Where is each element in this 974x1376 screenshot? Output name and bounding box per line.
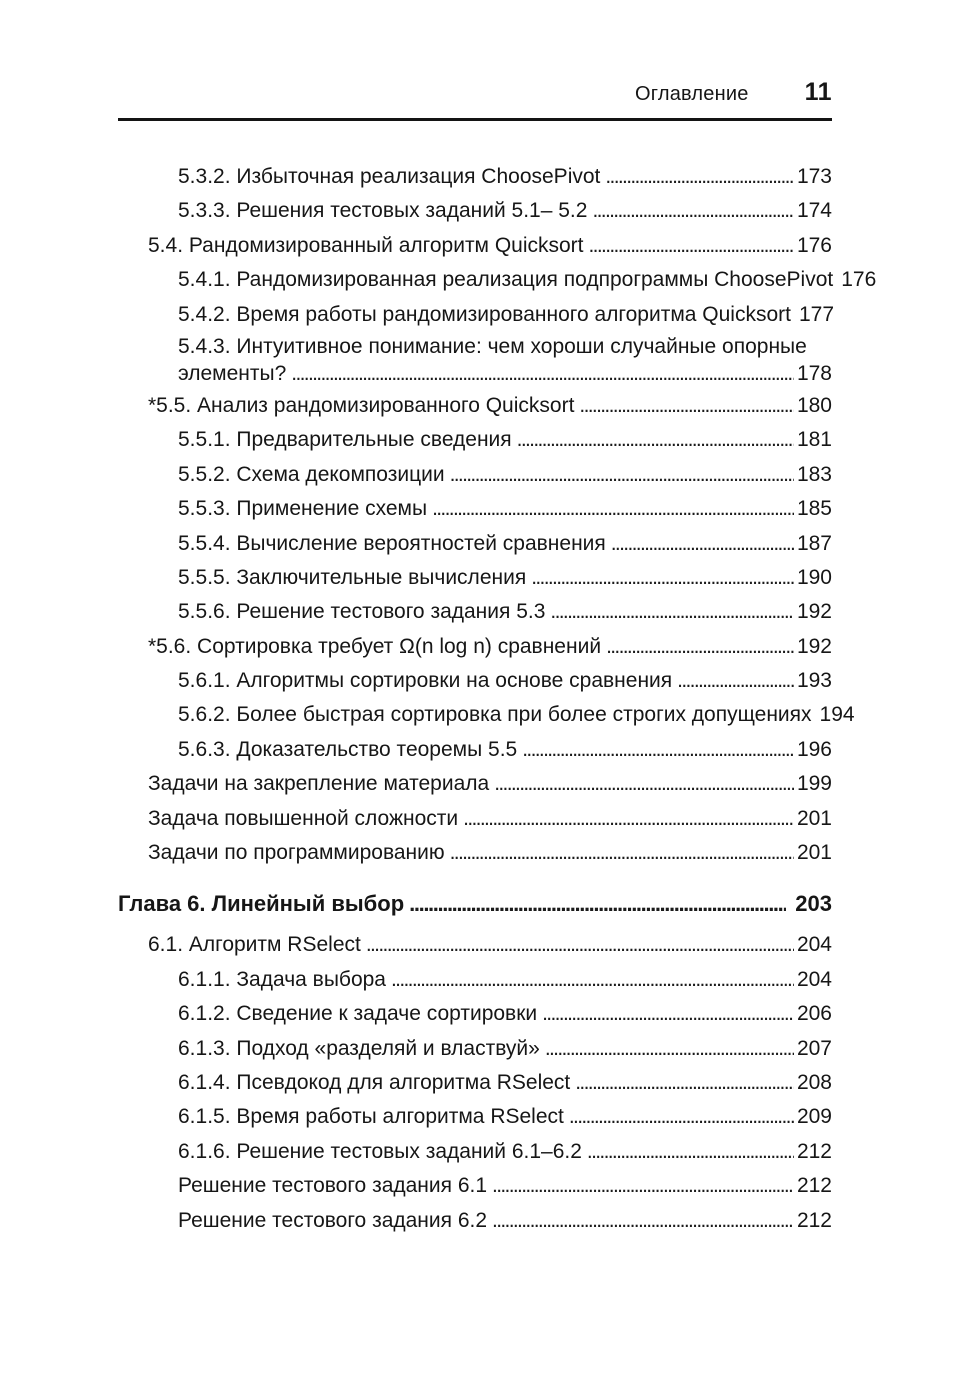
toc-entry-page: 181	[796, 428, 832, 452]
dot-leader	[517, 423, 794, 457]
toc-entry-text: 5.4.2. Время работы рандомизированного алгоритма Quicksort	[178, 302, 791, 326]
toc-entry	[118, 884, 832, 924]
toc-entry-page: 207	[796, 1036, 832, 1060]
toc-entry-text: 5.4. Рандомизированный алгоритм Quicksort	[148, 233, 584, 257]
toc-entry-text: 6.1.4. Псевдокод для алгоритма RSelect	[178, 1070, 571, 1094]
dot-leader	[592, 194, 794, 228]
running-title: Оглавление	[635, 83, 749, 105]
toc-entry-text: 6.1.6. Решение тестовых заданий 6.1–6.2	[178, 1139, 582, 1163]
toc-entry-text: 5.6.2. Более быстрая сортировка при более строгих допущениях	[178, 703, 812, 727]
toc-entry-page: 193	[796, 669, 832, 693]
toc-entry-text: 6.1.1. Задача выбора	[178, 967, 386, 991]
dot-leader	[409, 884, 786, 924]
toc-entry-page: 206	[796, 1002, 832, 1026]
dot-leader	[605, 160, 794, 194]
toc-entry-text: 5.4.1. Рандомизированная реализация подпрограммы ChoosePivot	[178, 268, 834, 292]
toc-entry-text: 5.5.5. Заключительные вычисления	[178, 565, 527, 589]
toc-entry	[118, 423, 832, 457]
toc-entry-page: 204	[796, 967, 832, 991]
toc-entry	[118, 1066, 832, 1100]
toc-entry	[118, 561, 832, 595]
dot-leader	[589, 229, 794, 263]
toc-entry	[118, 1135, 832, 1169]
toc-entry	[118, 767, 832, 801]
dot-leader	[522, 733, 794, 767]
table-of-contents	[118, 160, 877, 1238]
dot-leader	[579, 389, 794, 423]
toc-entry	[118, 664, 832, 698]
page-header	[118, 78, 832, 121]
dot-leader	[569, 1100, 794, 1134]
toc-entry-text: 5.6.1. Алгоритмы сортировки на основе сравнения	[178, 669, 673, 693]
toc-entry-page: 183	[796, 462, 832, 486]
toc-entry-text: *5.5. Анализ рандомизированного Quicksort	[148, 393, 575, 417]
toc-entry-page: 192	[796, 634, 832, 658]
toc-entry	[118, 194, 832, 228]
toc-entry	[118, 458, 832, 492]
toc-entry-page: 192	[796, 600, 832, 624]
toc-entry-text: *5.6. Сортировка требует Ω(n log n) сравнений	[148, 634, 602, 658]
toc-entry-text: Задача повышенной сложности	[148, 806, 459, 830]
toc-entry-page: 201	[796, 841, 832, 865]
toc-entry-page: 185	[796, 497, 832, 521]
toc-entry-page: 177	[798, 302, 835, 326]
dot-leader	[677, 664, 794, 698]
toc-entry-page: 199	[796, 772, 832, 796]
dot-leader	[531, 561, 794, 595]
dot-leader	[492, 1169, 794, 1203]
toc-entry	[118, 527, 832, 561]
toc-entry	[118, 1204, 832, 1238]
dot-leader	[587, 1135, 794, 1169]
toc-entry	[118, 362, 832, 389]
toc-entry	[118, 298, 835, 332]
toc-entry	[118, 492, 832, 526]
toc-entry-text: 5.3.3. Решения тестовых заданий 5.1– 5.2	[178, 199, 588, 223]
toc-entry-page: 187	[796, 531, 832, 555]
toc-entry-page: 173	[796, 165, 832, 188]
toc-entry-page: 212	[796, 1174, 832, 1198]
toc-entry-page: 212	[796, 1208, 832, 1232]
toc-entry	[118, 997, 832, 1031]
toc-entry-text: Решение тестового задания 6.1	[178, 1174, 488, 1198]
toc-entry-page: 204	[796, 933, 832, 957]
toc-entry	[118, 229, 832, 263]
toc-entry-text: 6.1.5. Время работы алгоритма RSelect	[178, 1105, 564, 1129]
toc-entry-text-continued: элементы?	[178, 361, 287, 385]
dot-leader	[575, 1066, 794, 1100]
toc-entry	[118, 836, 832, 870]
toc-entry-text: Решение тестового задания 6.2	[178, 1208, 488, 1232]
toc-entry-text: 5.5.1. Предварительные сведения	[178, 428, 512, 452]
page-number: 11	[804, 78, 832, 106]
toc-entry-text: Глава 6. Линейный выбор	[118, 891, 405, 917]
toc-entry-page: 176	[796, 233, 832, 257]
dot-leader	[550, 595, 794, 629]
toc-entry-text: Задачи на закрепление материала	[148, 772, 490, 796]
toc-entry	[118, 263, 877, 297]
toc-entry-page: 201	[796, 806, 832, 830]
toc-entry	[118, 1100, 832, 1134]
toc-entry-text: 6.1.2. Сведение к задаче сортировки	[178, 1002, 538, 1026]
dot-leader	[463, 802, 794, 836]
toc-entry-page: 196	[796, 737, 832, 761]
toc-entry-page: 178	[796, 361, 832, 385]
toc-entry-page: 208	[796, 1070, 832, 1094]
toc-entry	[118, 1032, 832, 1066]
toc-entry-text: 6.1. Алгоритм RSelect	[148, 933, 361, 957]
toc-entry-text: 5.5.6. Решение тестового задания 5.3	[178, 600, 546, 624]
toc-entry-page: 174	[796, 199, 832, 223]
toc-entry-page: 212	[796, 1139, 832, 1163]
toc-entry-text: 5.5.4. Вычисление вероятностей сравнения	[178, 531, 606, 555]
toc-entry	[118, 698, 855, 732]
dot-leader	[611, 527, 794, 561]
toc-entry-page: 190	[796, 565, 832, 589]
dot-leader	[606, 630, 794, 664]
dot-leader	[450, 836, 794, 870]
toc-entry-page: 180	[796, 393, 832, 417]
toc-entry	[118, 389, 832, 423]
dot-leader	[366, 928, 794, 962]
dot-leader	[492, 1204, 794, 1238]
toc-entry	[118, 963, 832, 997]
toc-entry-text: Задачи по программированию	[148, 841, 445, 865]
toc-entry	[118, 802, 832, 836]
toc-entry	[118, 928, 832, 962]
toc-entry-page: 194	[819, 703, 855, 727]
toc-entry	[118, 733, 832, 767]
dot-leader	[432, 492, 794, 526]
toc-entry-text: 5.3.2. Избыточная реализация ChoosePivot	[178, 165, 601, 188]
toc-entry-text: 5.4.3. Интуитивное понимание: чем хороши случайные опорные	[178, 334, 807, 358]
toc-entry-text: 5.5.3. Применение схемы	[178, 497, 428, 521]
dot-leader	[545, 1032, 794, 1066]
toc-entry-page: 176	[841, 268, 877, 292]
toc-entry	[118, 160, 832, 194]
toc-entry-text: 5.5.2. Схема декомпозиции	[178, 462, 445, 486]
dot-leader	[450, 458, 794, 492]
dot-leader	[291, 362, 794, 386]
toc-entry	[118, 1169, 832, 1203]
toc-entry-text: 6.1.3. Подход «разделяй и властвуй»	[178, 1036, 540, 1060]
toc-entry	[118, 332, 832, 362]
toc-entry-page: 203	[795, 891, 832, 917]
dot-leader	[542, 997, 794, 1031]
toc-entry-page: 209	[796, 1105, 832, 1129]
dot-leader	[494, 767, 794, 801]
dot-leader	[391, 963, 794, 997]
toc-entry-text: 5.6.3. Доказательство теоремы 5.5	[178, 737, 518, 761]
toc-entry	[118, 630, 832, 664]
toc-entry	[118, 595, 832, 629]
